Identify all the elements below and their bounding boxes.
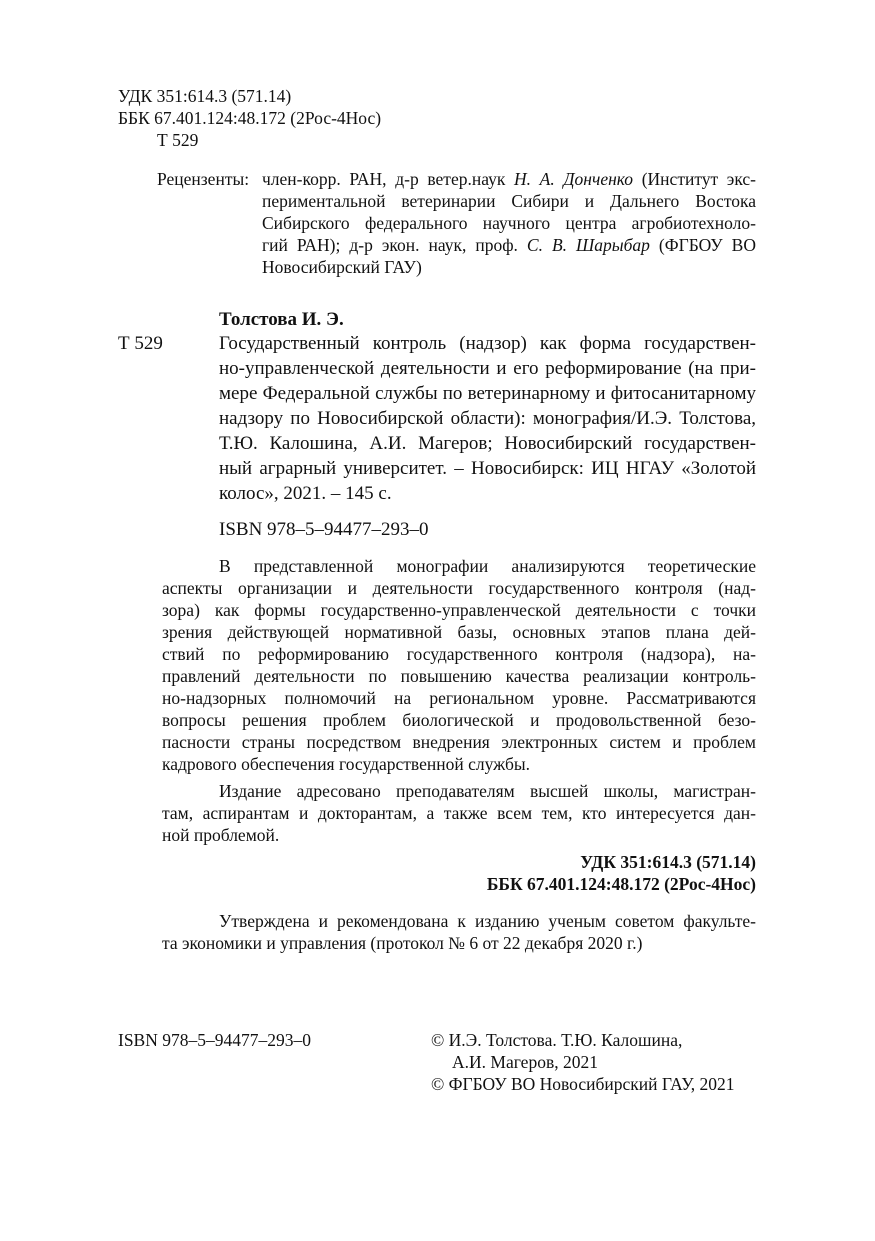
classification-bbk: ББК 67.401.124:48.172 (2Рос-4Нос) (486, 874, 756, 894)
header-bbk: ББК 67.401.124:48.172 (2Рос-4Нос) (118, 108, 382, 128)
record-mark: Т 529 (118, 333, 163, 354)
record-line-5: Т.Ю. Калошина, А.И. Магеров; Новосибирский государствен- (219, 433, 756, 454)
abstract-line-1: В представленной монографии анализируются теоретические (219, 556, 756, 576)
record-line-4: надзору по Новосибирской области): монография/И.Э. Толстова, (219, 408, 756, 429)
reviewers-line-5: Новосибирский ГАУ) (262, 257, 422, 277)
audience-line-3: ной проблемой. (162, 825, 280, 845)
abstract-line-6: правлений деятельности по повышению качества реализации контроль- (162, 666, 756, 686)
classification-udk: УДК 351:614.3 (571.14) (580, 852, 756, 872)
reviewers-line-1: член-корр. РАН, д-р ветер.наук Н. А. Донченко (Институт экс- (262, 169, 756, 189)
reviewers-line-4: гий РАН); д-р экон. наук, проф. С. В. Шарыбар (ФГБОУ ВО (262, 235, 756, 255)
abstract-line-5: ствий по реформированию государственного контроля (надзора), на- (162, 644, 756, 664)
record-author: Толстова И. Э. (219, 309, 344, 330)
record-line-2: но-управленческой деятельности и его реформирование (на при- (219, 358, 756, 379)
abstract-line-7: но-надзорных полномочий на региональном уровне. Рассматриваются (162, 688, 756, 708)
record-isbn: ISBN 978–5–94477–293–0 (219, 519, 429, 540)
header-udk: УДК 351:614.3 (571.14) (118, 86, 292, 106)
audience-line-1: Издание адресовано преподавателям высшей школы, магистран- (219, 781, 756, 801)
header-author-mark: Т 529 (157, 130, 199, 150)
audience-line-2: там, аспирантам и докторантам, а также всем тем, кто интересуется дан- (162, 803, 756, 823)
reviewers-line-2: периментальной ветеринарии Сибири и Дальнего Востока (262, 191, 756, 211)
reviewers-label: Рецензенты: (157, 169, 250, 189)
approval-line-1: Утверждена и рекомендована к изданию ученым советом факульте- (219, 911, 756, 931)
record-line-1: Государственный контроль (надзор) как форма государствен- (219, 333, 756, 354)
record-line-3: мере Федеральной службы по ветеринарному и фитосанитарному (219, 383, 756, 404)
record-line-6: ный аграрный университет. – Новосибирск: ИЦ НГАУ «Золотой (219, 458, 756, 479)
footer-copyright-authors-cont: А.И. Магеров, 2021 (452, 1052, 598, 1072)
abstract-line-3: зора) как формы государственно-управленческой деятельности с точки (162, 600, 756, 620)
footer-copyright-authors: © И.Э. Толстова. Т.Ю. Калошина, (431, 1030, 683, 1050)
abstract-line-9: пасности страны посредством внедрения электронных систем и проблем (162, 732, 756, 752)
abstract-line-10: кадрового обеспечения государственной службы. (162, 754, 530, 774)
footer-isbn: ISBN 978–5–94477–293–0 (118, 1030, 311, 1050)
abstract-line-2: аспекты организации и деятельности государственного контроля (над- (162, 578, 756, 598)
record-line-7: колос», 2021. – 145 с. (219, 483, 392, 504)
approval-line-2: та экономики и управления (протокол № 6 от 22 декабря 2020 г.) (162, 933, 643, 953)
reviewers-line-3: Сибирского федерального научного центра агробиотехноло- (262, 213, 756, 233)
abstract-line-4: зрения действующей нормативной базы, основных этапов плана дей- (162, 622, 756, 642)
footer-copyright-university: © ФГБОУ ВО Новосибирский ГАУ, 2021 (431, 1074, 735, 1094)
abstract-line-8: вопросы решения проблем биологической и продовольственной безо- (162, 710, 756, 730)
